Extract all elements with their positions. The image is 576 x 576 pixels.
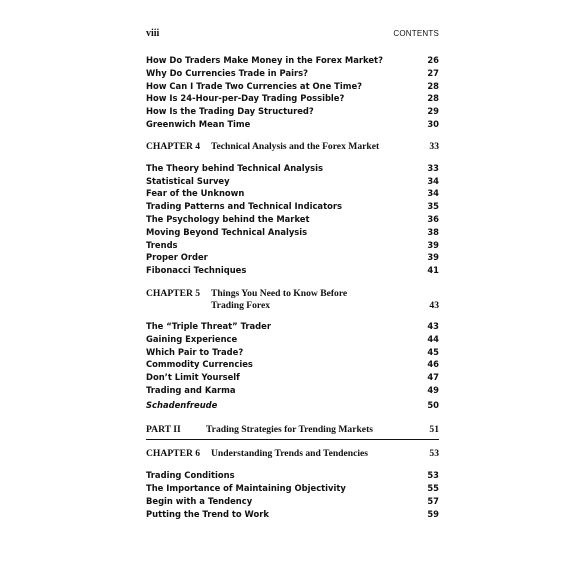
toc-entry: Commodity Currencies 46 bbox=[146, 359, 439, 370]
toc-section-6 bbox=[146, 469, 439, 520]
toc-entry: Begin with a Tendency 57 bbox=[146, 495, 439, 506]
chapter-5-heading: CHAPTER 5 Things You Need to Know Before Trading Forex 43 bbox=[146, 287, 439, 311]
toc-section-5 bbox=[146, 320, 439, 411]
toc-entry: Moving Beyond Technical Analysis 38 bbox=[146, 226, 439, 237]
toc-entry: How Do Traders Make Money in the Forex Market? 26 bbox=[146, 55, 439, 65]
part-divider-rule bbox=[146, 439, 439, 440]
chapter-4-heading: CHAPTER 4 Technical Analysis and the Forex Market 33 bbox=[146, 140, 439, 152]
toc-entry: Greenwich Mean Time 30 bbox=[146, 118, 439, 129]
toc-entry: Gaining Experience 44 bbox=[146, 333, 439, 344]
page-number: viii bbox=[146, 28, 160, 39]
toc-entry: The Importance of Maintaining Objectivity 55 bbox=[146, 483, 439, 494]
toc-entry: Proper Order 39 bbox=[146, 252, 439, 263]
toc-entry: Trading and Karma 49 bbox=[146, 384, 439, 395]
toc-entry: Statistical Survey 34 bbox=[146, 175, 439, 186]
running-head: CONTENTS bbox=[393, 29, 439, 38]
toc-page bbox=[146, 28, 439, 520]
toc-entry: How Can I Trade Two Currencies at One Time? 28 bbox=[146, 80, 439, 91]
toc-entry: Trading Patterns and Technical Indicators 35 bbox=[146, 201, 439, 212]
toc-entry: Why Do Currencies Trade in Pairs? 27 bbox=[146, 67, 439, 78]
part-2-heading: PART II Trading Strategies for Trending Markets 51 bbox=[146, 424, 439, 436]
toc-entry: Don’t Limit Yourself 47 bbox=[146, 372, 439, 383]
page-header bbox=[146, 28, 439, 40]
toc-entry: Fibonacci Techniques 41 bbox=[146, 265, 439, 276]
toc-entry: Fear of the Unknown 34 bbox=[146, 188, 439, 199]
toc-section-1 bbox=[146, 54, 439, 131]
chapter-6-heading: CHAPTER 6 Understanding Trends and Tendencies 53 bbox=[146, 448, 439, 460]
toc-entry: How Is 24-Hour-per-Day Trading Possible? 28 bbox=[146, 93, 439, 104]
toc-entry: The Theory behind Technical Analysis 33 bbox=[146, 162, 439, 173]
toc-entry: Trends 39 bbox=[146, 239, 439, 250]
toc-entry: Putting the Trend to Work 59 bbox=[146, 508, 439, 519]
toc-entry: Trading Conditions 53 bbox=[146, 470, 439, 481]
toc-section-4 bbox=[146, 162, 439, 277]
toc-entry: The Psychology behind the Market 36 bbox=[146, 213, 439, 224]
toc-entry: How Is the Trading Day Structured? 29 bbox=[146, 106, 439, 117]
toc-entry: Schadenfreude 50 bbox=[146, 399, 439, 410]
toc-entry: The “Triple Threat” Trader 43 bbox=[146, 320, 439, 331]
toc-entry: Which Pair to Trade? 45 bbox=[146, 346, 439, 357]
